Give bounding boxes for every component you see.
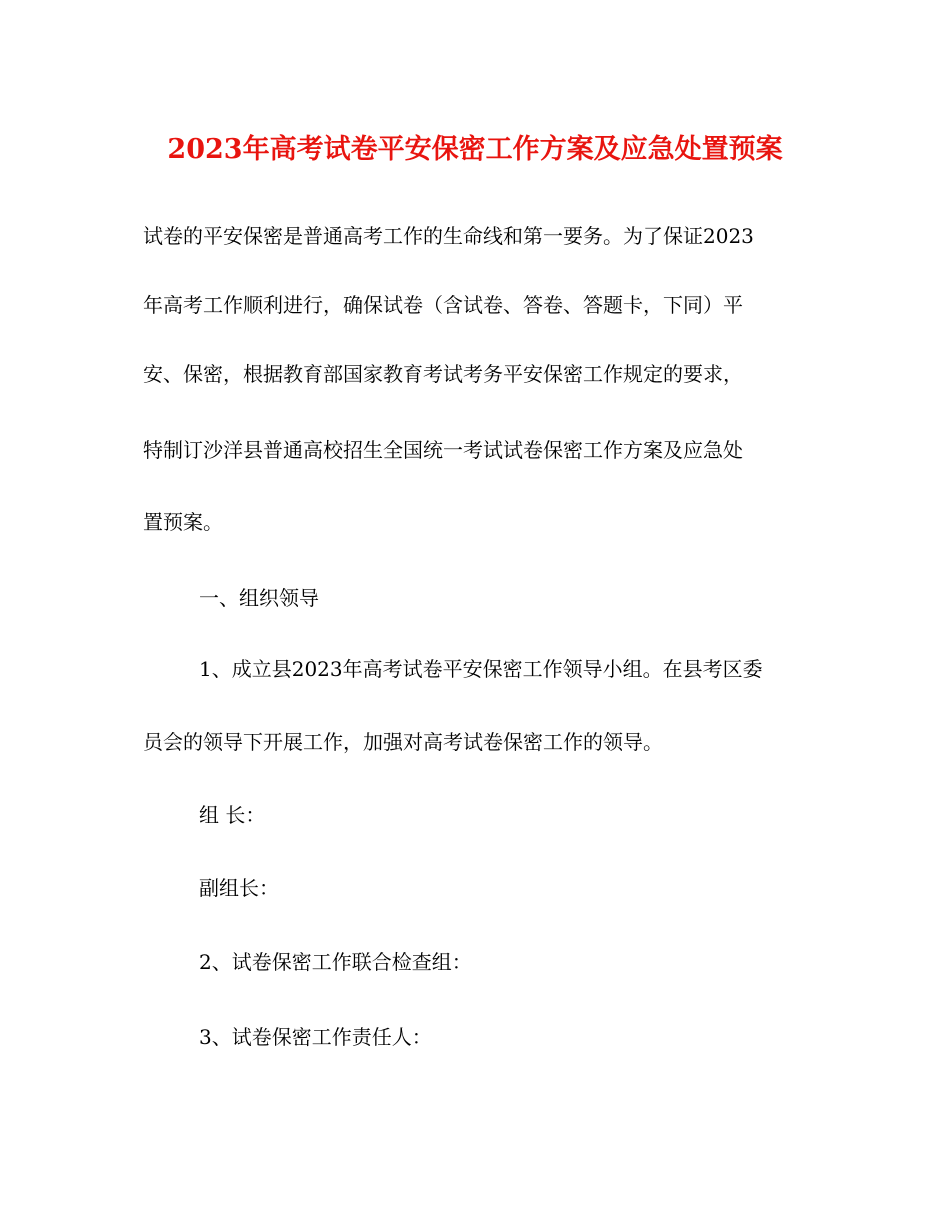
paragraph-line: 置预案。 — [143, 510, 223, 534]
section-heading: 一、组织领导 — [199, 586, 319, 610]
list-item: 2、试卷保密工作联合检查组： — [199, 950, 472, 974]
paragraph-line: 试卷的平安保密是普通高考工作的生命线和第一要务。为了保证2023 — [143, 224, 754, 248]
list-item: 组 长： — [199, 803, 266, 827]
paragraph-line: 1、成立县2023年高考试卷平安保密工作领导小组。在县考区委 — [199, 657, 763, 681]
paragraph-line: 特制订沙洋县普通高校招生全国统一考试试卷保密工作方案及应急处 — [143, 438, 743, 462]
document-title: 2023年高考试卷平安保密工作方案及应急处置预案 — [167, 134, 783, 165]
list-item: 3、试卷保密工作责任人： — [199, 1025, 432, 1049]
list-item: 副组长： — [199, 876, 279, 900]
paragraph-line: 员会的领导下开展工作，加强对高考试卷保密工作的领导。 — [143, 730, 663, 754]
paragraph-line: 安、保密，根据教育部国家教育考试考务平安保密工作规定的要求， — [143, 362, 743, 386]
paragraph-line: 年高考工作顺利进行，确保试卷（含试卷、答卷、答题卡，下同）平 — [143, 293, 743, 317]
